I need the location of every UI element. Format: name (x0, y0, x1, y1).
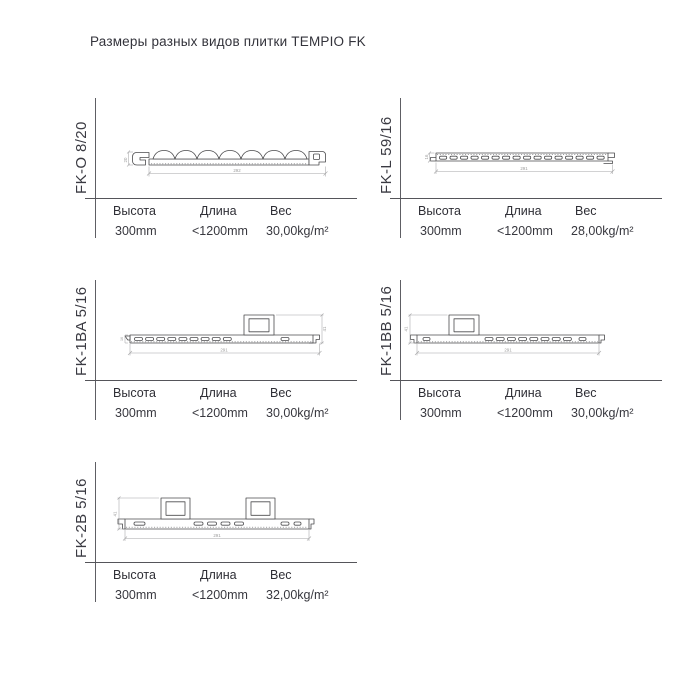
panel-vertical-rule (95, 280, 96, 420)
dim-width-label: 291 (520, 165, 528, 171)
length-value: <1200mm (192, 224, 248, 238)
dim-width-label: 291 (213, 532, 221, 538)
panel-fk-1bb (370, 272, 665, 447)
panel-horizontal-rule (85, 380, 357, 381)
profile-drawing-fk-l (422, 138, 622, 183)
col-length-header: Длина (505, 204, 542, 218)
height-value: 300mm (420, 406, 462, 420)
col-length-header: Длина (505, 386, 542, 400)
dim-width-label: 291 (220, 347, 228, 353)
panel-fk-2b (65, 454, 360, 629)
panel-label: FK-L 59/16 (378, 116, 395, 194)
profile-drawing-fk-2b (113, 490, 323, 545)
weight-value: 30,00kg/m² (571, 406, 634, 420)
length-value: <1200mm (497, 406, 553, 420)
col-height-header: Высота (113, 568, 156, 582)
col-height-header: Высота (418, 204, 461, 218)
height-value: 300mm (115, 406, 157, 420)
panel-label: FK-2B 5/16 (73, 478, 90, 558)
dim-thickness-label: 16 (120, 337, 125, 341)
col-weight-header: Вес (575, 204, 597, 218)
page-title: Размеры разных видов плитки TEMPIO FK (90, 34, 366, 49)
panel-horizontal-rule (390, 198, 662, 199)
col-length-header: Длина (200, 204, 237, 218)
dim-height-label: 41 (322, 326, 328, 332)
panel-horizontal-rule (390, 380, 662, 381)
profile-drawing-fk-o (123, 138, 333, 183)
profile-drawing-fk-1bb (403, 305, 613, 360)
panel-fk-l (370, 90, 665, 265)
height-value: 300mm (115, 588, 157, 602)
col-height-header: Высота (418, 386, 461, 400)
height-value: 300mm (420, 224, 462, 238)
dim-height-label: 16 (423, 154, 429, 160)
panel-fk-1ba (65, 272, 360, 447)
height-value: 300mm (115, 224, 157, 238)
weight-value: 30,00kg/m² (266, 224, 329, 238)
col-length-header: Длина (200, 386, 237, 400)
panel-vertical-rule (95, 462, 96, 602)
panel-vertical-rule (95, 98, 96, 238)
panel-label: FK-1BB 5/16 (378, 285, 395, 376)
col-height-header: Высота (113, 204, 156, 218)
profile-drawing-fk-1ba (118, 305, 328, 360)
dim-height-label: 41 (403, 326, 409, 332)
panel-fk-o (65, 90, 360, 265)
dim-height-label: 20 (123, 157, 128, 163)
panel-horizontal-rule (85, 198, 357, 199)
dim-height-label: 41 (113, 511, 118, 517)
panel-vertical-rule (400, 280, 401, 420)
dim-width-label: 291 (504, 347, 512, 353)
col-length-header: Длина (200, 568, 237, 582)
weight-value: 32,00kg/m² (266, 588, 329, 602)
panel-label: FK-1BA 5/16 (73, 286, 90, 376)
weight-value: 28,00kg/m² (571, 224, 634, 238)
col-weight-header: Вес (270, 568, 292, 582)
length-value: <1200mm (497, 224, 553, 238)
panel-label: FK-O 8/20 (73, 121, 90, 194)
col-weight-header: Вес (575, 386, 597, 400)
length-value: <1200mm (192, 588, 248, 602)
col-weight-header: Вес (270, 204, 292, 218)
dim-width-label: 292 (233, 167, 241, 173)
col-weight-header: Вес (270, 386, 292, 400)
panel-vertical-rule (400, 98, 401, 238)
col-height-header: Высота (113, 386, 156, 400)
weight-value: 30,00kg/m² (266, 406, 329, 420)
panel-horizontal-rule (85, 562, 357, 563)
length-value: <1200mm (192, 406, 248, 420)
